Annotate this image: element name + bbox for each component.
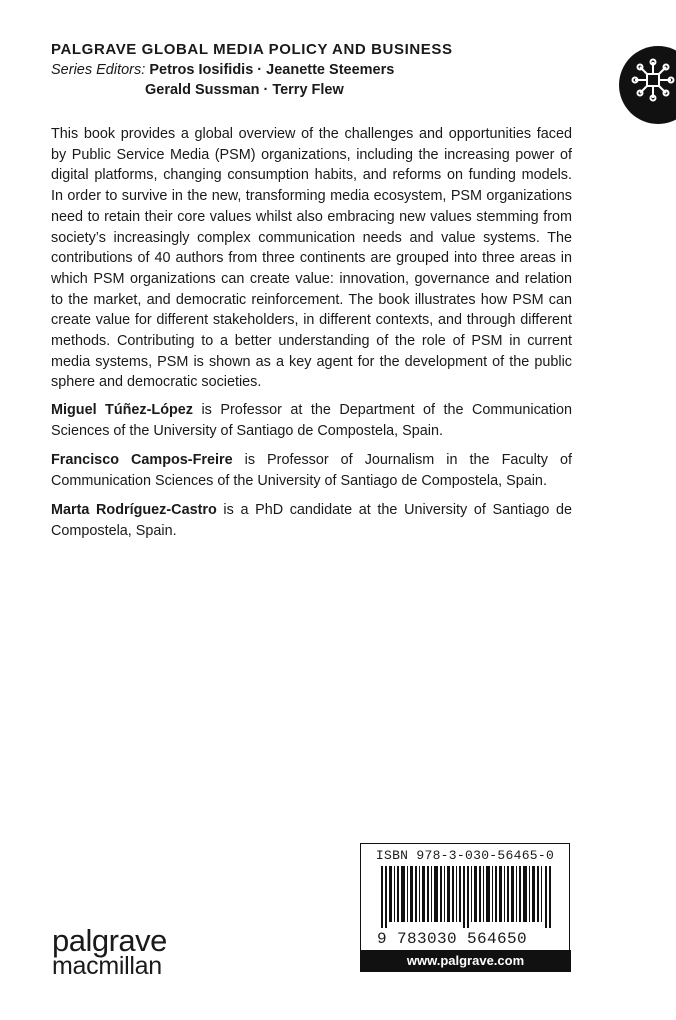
publisher-logo-line2: macmillan bbox=[52, 952, 162, 980]
isbn-text: ISBN 978-3-030-56465-0 bbox=[375, 848, 555, 863]
isbn-barcode bbox=[360, 843, 570, 951]
barcode-bars bbox=[381, 866, 551, 928]
publisher-url: www.palgrave.com bbox=[360, 950, 571, 972]
palgrave-network-logo-icon bbox=[619, 46, 676, 124]
author-name-2: Francisco Campos-Freire bbox=[51, 452, 233, 468]
author-bio-text-3: is a PhD candidate at the University of Santiago de Compostela, Spain. bbox=[51, 502, 572, 539]
series-editors-names-1: Petros Iosifidis · Jeanette Steemers bbox=[149, 62, 395, 78]
author-name-1: Miguel Túñez-López bbox=[51, 402, 193, 418]
barcode-digits: 9 783030 564650 bbox=[377, 930, 528, 948]
series-title: PALGRAVE GLOBAL MEDIA POLICY AND BUSINESS bbox=[51, 41, 453, 58]
book-description: This book provides a global overview of the challenges and opportunities faced by Public Service Media (PSM) organizations, including the increasing power of digital platforms, changing consumption habits, and reforms on funding models. In order to survive in the new, transforming media ecosystem, PSM organizations need to retain their core values whilst also embracing new values stemming from society’s increasingly complex communication needs and value systems. The contributions of 40 authors from three continents are grouped into three areas in which PSM organizations can create value: innovation, governance and relation to the market, and democratic reinforcement. The book illustrates how PSM can create value for different stakeholders, in different contexts, and through different methods. Contributing to a better understanding of the role of PSM in current media systems, PSM is shown as a key agent for the development of the public sphere and democratic societies. bbox=[51, 126, 572, 391]
author-bio-text-1: is Professor at the Department of the Communication Sciences of the University of Santiago de Compostela, Spain. bbox=[51, 402, 572, 439]
author-bio-text-2: is Professor of Journalism in the Faculty of Communication Sciences of the University of Santiago de Compostela, Spain. bbox=[51, 452, 573, 489]
author-name-3: Marta Rodríguez-Castro bbox=[51, 502, 217, 518]
author-bio-1 bbox=[51, 400, 572, 441]
series-header bbox=[51, 40, 453, 100]
series-editors-label: Series Editors: bbox=[51, 62, 146, 78]
publisher-logo bbox=[52, 925, 167, 979]
publisher-logo-line1: palgrave bbox=[52, 923, 167, 958]
author-bio-3 bbox=[51, 500, 572, 541]
series-editors bbox=[51, 60, 453, 80]
author-bio-2 bbox=[51, 450, 572, 491]
series-editors-names-2: Gerald Sussman · Terry Flew bbox=[145, 82, 344, 98]
